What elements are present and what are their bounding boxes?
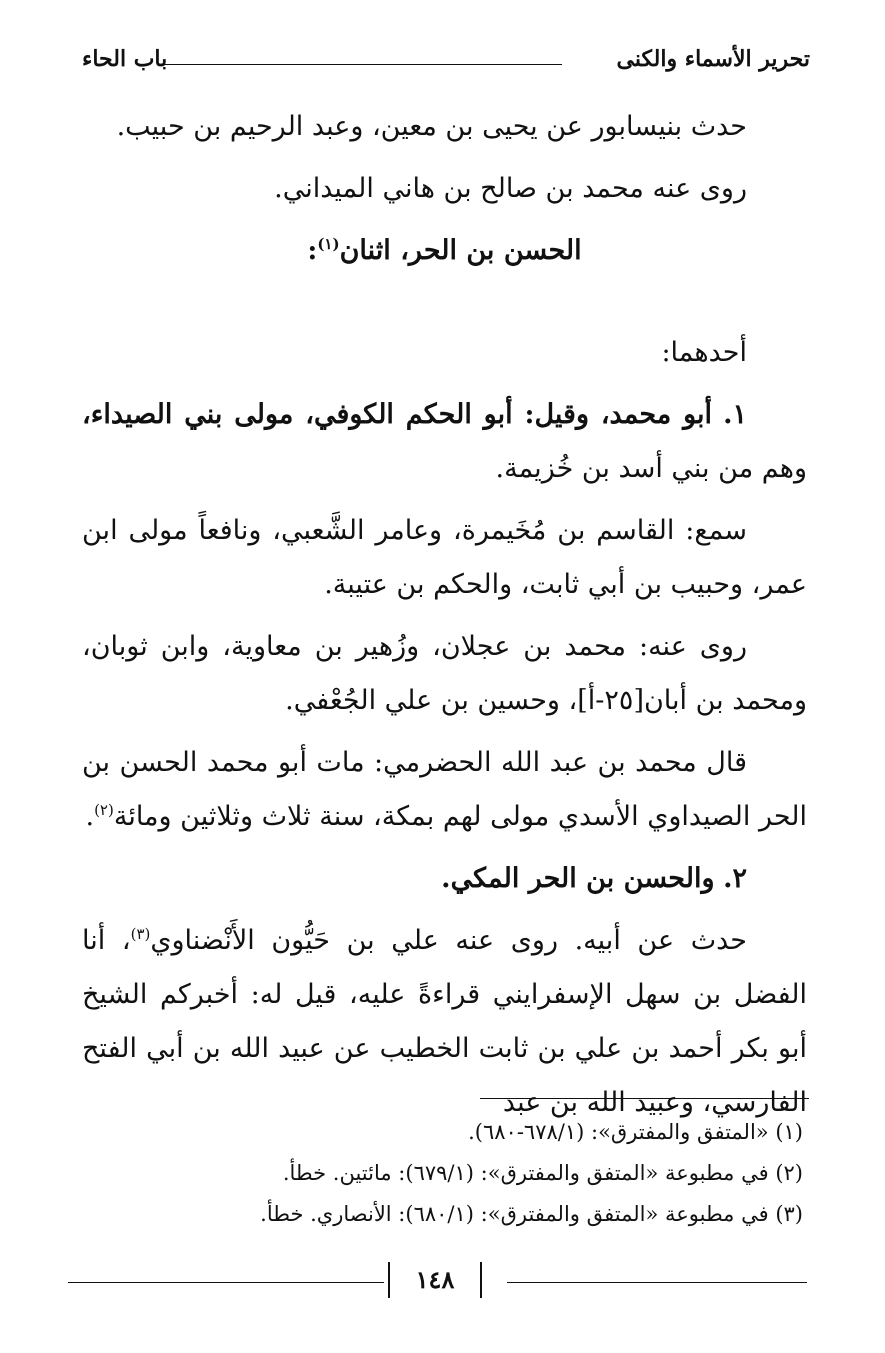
footnote-1: (١) «المتفق والمفترق»: (٦٧٨/١-٦٨٠). (468, 1120, 803, 1144)
header-rule (158, 64, 562, 65)
paragraph-6-text: قال محمد بن عبد الله الحضرمي: مات أبو محمد الحسن بن الحر الصيداوي الأسدي مولى لهم بمكة، سنة ثلاث وثلاثين ومائة (82, 747, 807, 832)
footnote-separator (480, 1098, 809, 1099)
footnote-ref-3: (٣) (130, 925, 151, 943)
heading-colon: : (307, 235, 318, 266)
footnote-3: (٣) في مطبوعة «المتفق والمفترق»: (٦٨٠/١): الأنصاري. خطأ. (260, 1202, 803, 1226)
page-footer (68, 1262, 807, 1302)
paragraph-3: أحدهما: (661, 337, 747, 368)
entry-1-text: وهم من بني أسد بن خُزيمة. (495, 453, 807, 484)
book-title: تحرير الأسماء والكنى (616, 46, 810, 72)
paragraph-1: حدث بنيسابور عن يحيى بن معين، وعبد الرحيم بن حبيب. (116, 111, 747, 142)
paragraph-7-text-b: ، أنا الفضل بن سهل الإسفرايني قراءةً عليه، قيل له: أخبركم الشيخ أبو بكر أحمد بن علي بن ثابت الخطيب عن عبيد الله بن أبي الفتح الفارسي، وعبيد الله بن عبد (82, 925, 807, 1118)
entry-1-number: ١. (723, 399, 747, 430)
chapter-title: باب الحاء (82, 46, 168, 72)
paragraph-7-text-a: حدث عن أبيه. روى عنه علي بن حَيُّون الأَنْضناوي (150, 925, 747, 956)
heading-text: الحسن بن الحر، اثنان (339, 235, 582, 266)
footnote-ref-1: (١) (317, 235, 340, 253)
footnote-2: (٢) في مطبوعة «المتفق والمفترق»: (٦٧٩/١): مائتين. خطأ. (282, 1161, 803, 1185)
footer-rule-left (68, 1282, 384, 1283)
running-header (82, 40, 810, 76)
footer-rule-right (507, 1282, 807, 1283)
paragraph-6 (82, 736, 807, 844)
entry-2-name: والحسن بن الحر المكي. (441, 863, 715, 894)
paragraph-5: روى عنه: محمد بن عجلان، وزُهير بن معاوية، وابن ثوبان، ومحمد بن أبان[٢٥-أ]، وحسين بن علي الجُعْفي. (82, 631, 807, 716)
paragraph-6-end: . (85, 801, 95, 832)
entry-2-number: ٢. (723, 863, 747, 894)
footnotes (82, 1112, 803, 1235)
footnote-ref-2: (٢) (94, 801, 114, 819)
entry-1-name: أبو محمد، وقيل: أبو الحكم الكوفي، مولى بني الصيداء، (82, 399, 713, 430)
entry-1 (82, 388, 807, 496)
section-heading (82, 224, 807, 278)
paragraph-4: سمع: القاسم بن مُخَيمرة، وعامر الشَّعبي، ونافعاً مولى ابن عمر، وحبيب بن أبي ثابت، والحكم بن عتيبة. (82, 515, 807, 600)
paragraph-2: روى عنه محمد بن صالح بن هاني الميداني. (274, 173, 747, 204)
main-text (82, 100, 807, 1138)
page-number: ١٤٨ (388, 1262, 482, 1298)
entry-2 (82, 852, 807, 906)
